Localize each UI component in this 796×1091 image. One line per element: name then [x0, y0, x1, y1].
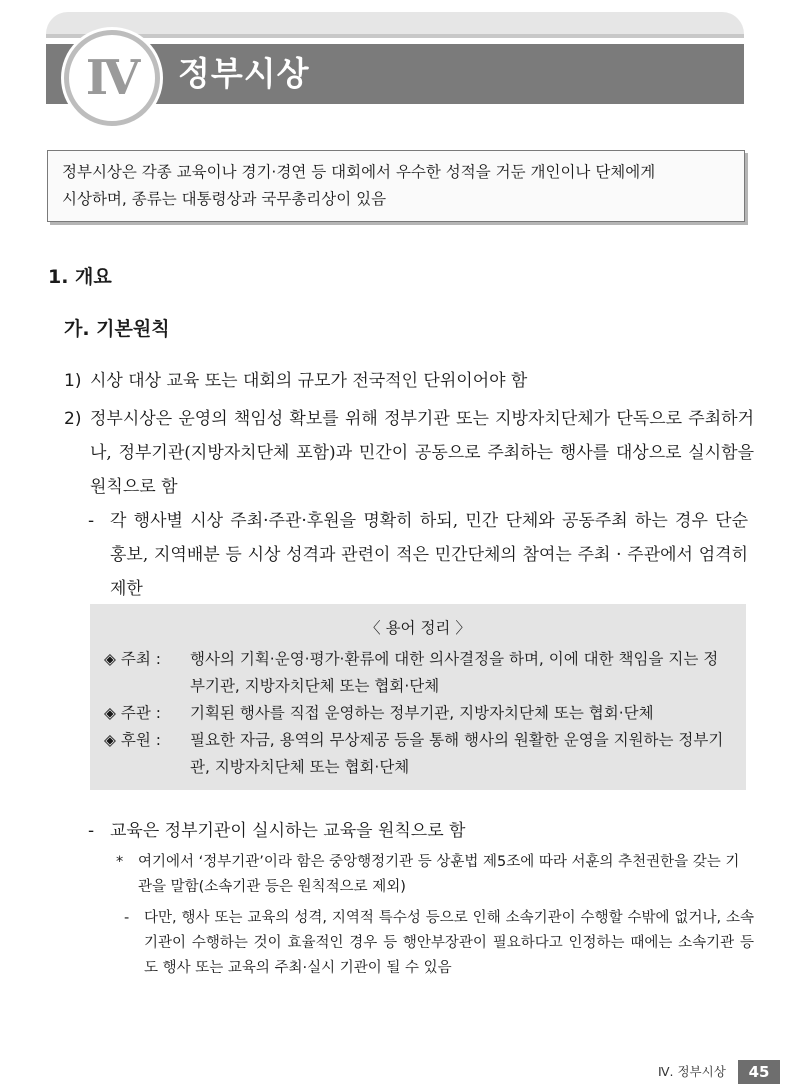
sub-heading: 가. 기본원칙 [64, 318, 170, 340]
footnote [116, 850, 752, 900]
chapter-badge [64, 30, 160, 126]
term-label: ◈ 주최 : [104, 650, 161, 668]
footnote-exception-text: 다만, 행사 또는 교육의 성격, 지역적 특수성 등으로 인해 소속기관이 수행할 수밖에 없거나, 소속기관이 수행하는 것이 효율적인 경우 등 행안부장관이 필요하다고 인정하는 때에는 소속기관 등도 행사 또는 교육의 주최·실시 기관이 될 수 있음 [144, 910, 754, 976]
sub-point-2 [88, 816, 465, 846]
dash-marker: - [88, 511, 95, 531]
header-top-bar [46, 12, 744, 34]
item-text: 정부시상은 운영의 책임성 확보를 위해 정부기관 또는 지방자치단체가 단독으로 주최하거나, 정부기관(지방자치단체 포함)과 민간이 공동으로 주최하는 행사를 대상으로 실시함을 원칙으로 함 [90, 409, 754, 497]
footnote-text: 여기에서 ‘정부기관’이라 함은 중앙행정기관 등 상훈법 제5조에 따라 서훈의 추천권한을 갖는 기관을 말함(소속기관 등은 원칙적으로 제외) [138, 854, 740, 895]
term-sponsor [104, 727, 732, 781]
item-number: 2) [64, 409, 82, 429]
item-text: 시상 대상 교육 또는 대회의 규모가 전국적인 단위이어야 함 [90, 371, 528, 391]
term-definition: 행사의 기획·운영·평가·환류에 대한 의사결정을 하며, 이에 대한 책임을 지는 정부기관, 지방자치단체 또는 협회·단체 [190, 650, 719, 695]
asterisk-marker: * [116, 854, 124, 870]
terms-title: 〈 용어 정리 〉 [365, 619, 471, 637]
dash-marker: - [124, 910, 130, 926]
chapter-numeral: Ⅳ [85, 50, 139, 106]
terms-box [90, 604, 746, 790]
summary-line-2: 시상하며, 종류는 대통령상과 국무총리상이 있음 [62, 190, 387, 208]
term-label: ◈ 주관 : [104, 704, 161, 722]
dash-marker: - [88, 821, 95, 841]
principle-item-1 [64, 364, 754, 398]
sub-point-text: 각 행사별 시상 주최·주관·후원을 명확히 하되, 민간 단체와 공동주최 하는 경우 단순 홍보, 지역배분 등 시상 성격과 관련이 적은 민간단체의 참여는 주최 · 주관에서 엄격히 제한 [110, 511, 748, 599]
principle-item-2 [64, 402, 754, 504]
term-organizer [104, 700, 732, 727]
summary-box [47, 150, 745, 222]
section-heading: 1. 개요 [48, 266, 112, 288]
summary-line-1: 정부시상은 각종 교육이나 경기·경연 등 대회에서 우수한 성적을 거둔 개인이나 단체에게 [62, 163, 656, 181]
term-label: ◈ 후원 : [104, 731, 161, 749]
term-definition: 기획된 행사를 직접 운영하는 정부기관, 지방자치단체 또는 협회·단체 [190, 704, 654, 722]
footnote-exception [124, 906, 754, 981]
page-number: 45 [738, 1060, 780, 1084]
item-number: 1) [64, 371, 82, 391]
footer-chapter-label: Ⅳ. 정부시상 [658, 1064, 726, 1079]
term-definition: 필요한 자금, 용역의 무상제공 등을 통해 행사의 원활한 운영을 지원하는 정부기관, 지방자치단체 또는 협회·단체 [190, 731, 724, 776]
sub-point-text: 교육은 정부기관이 실시하는 교육을 원칙으로 함 [110, 821, 466, 841]
chapter-title: 정부시상 [178, 54, 310, 93]
term-host [104, 646, 732, 700]
header-rule [46, 34, 744, 38]
sub-point-1 [88, 504, 748, 606]
